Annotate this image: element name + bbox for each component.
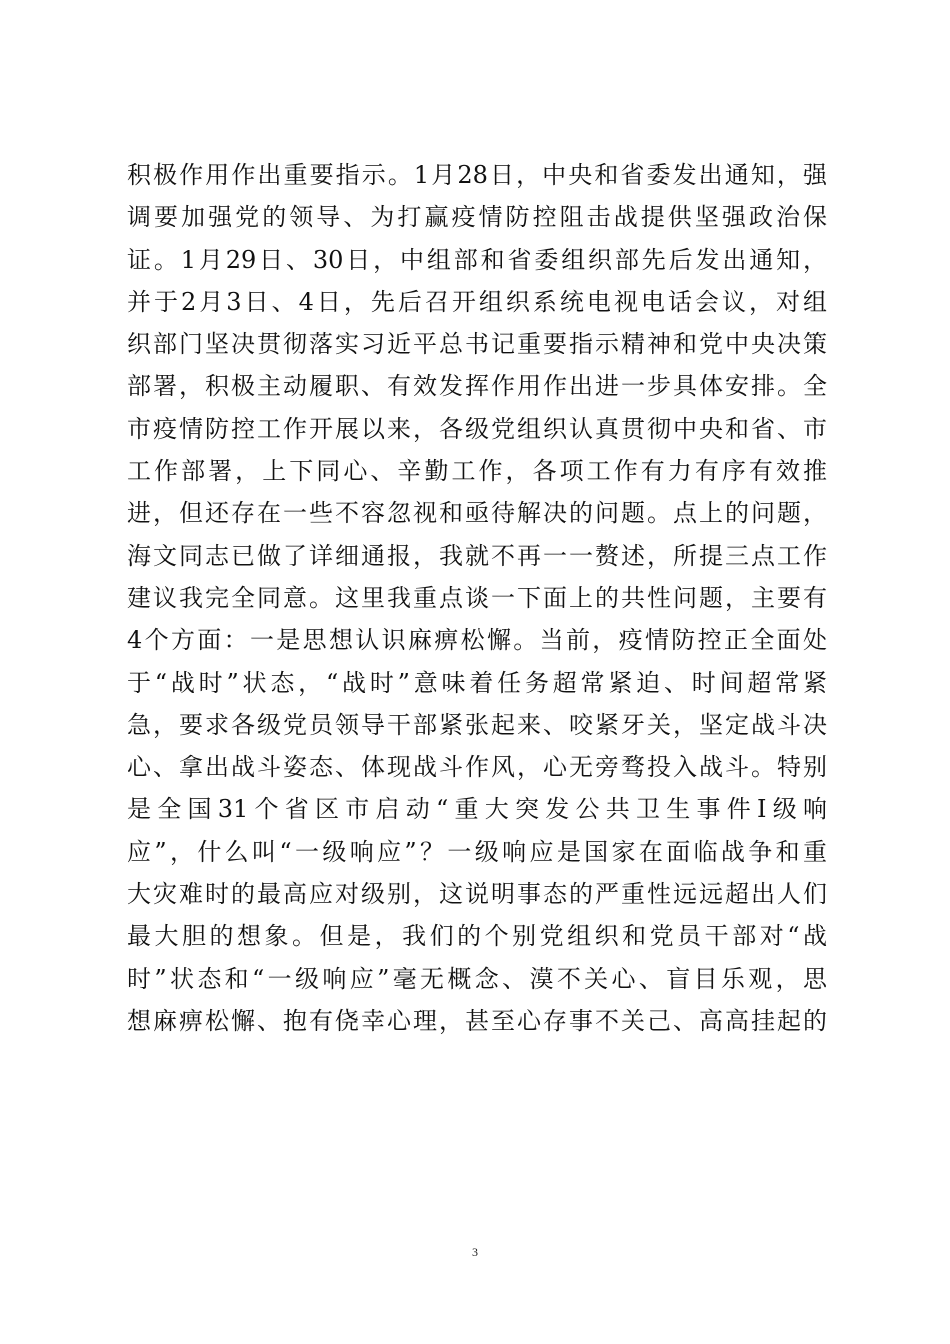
text-line: 4个方面：一是思想认识麻痹松懈。当前，疫情防控正全面处 <box>127 626 827 655</box>
text-line: 调要加强党的领导、为打赢疫情防控阻击战提供坚强政治保 <box>127 203 827 232</box>
text-line: 最大胆的想象。但是，我们的个别党组织和党员干部对“战 <box>127 922 827 951</box>
text-line: 建议我完全同意。这里我重点谈一下面上的共性问题，主要有 <box>127 583 827 612</box>
text-line: 急，要求各级党员领导干部紧张起来、咬紧牙关，坚定战斗决 <box>127 710 827 739</box>
text-line: 织部门坚决贯彻落实习近平总书记重要指示精神和党中央决策 <box>127 330 827 359</box>
text-line: 是全国31个省区市启动“重大突发公共卫生事件Ⅰ级响 <box>127 795 827 824</box>
text-line: 大灾难时的最高应对级别，这说明事态的严重性远远超出人们 <box>127 880 827 909</box>
text-line: 工作部署，上下同心、辛勤工作，各项工作有力有序有效推 <box>127 457 827 486</box>
text-line: 并于2月3日、4日，先后召开组织系统电视电话会议，对组 <box>127 287 827 316</box>
text-line: 进，但还存在一些不容忽视和亟待解决的问题。点上的问题， <box>127 499 827 528</box>
body-paragraph <box>127 154 827 1042</box>
text-line: 心、拿出战斗姿态、体现战斗作风，心无旁骛投入战斗。特别 <box>127 753 827 782</box>
text-line: 时”状态和“一级响应”毫无概念、漠不关心、盲目乐观，思 <box>127 964 827 993</box>
text-line: 应”，什么叫“一级响应”？一级响应是国家在面临战争和重 <box>127 837 827 866</box>
text-line: 于“战时”状态，“战时”意味着任务超常紧迫、时间超常紧 <box>127 668 827 697</box>
text-line: 积极作用作出重要指示。1月28日，中央和省委发出通知，强 <box>127 161 827 189</box>
page-number: 3 <box>472 1245 478 1259</box>
text-line: 想麻痹松懈、抱有侥幸心理，甚至心存事不关己、高高挂起的 <box>127 1006 827 1035</box>
text-line: 部署，积极主动履职、有效发挥作用作出进一步具体安排。全 <box>127 372 827 401</box>
text-line: 证。1月29日、30日，中组部和省委组织部先后发出通知， <box>127 245 827 274</box>
text-line: 海文同志已做了详细通报，我就不再一一赘述，所提三点工作 <box>127 541 827 570</box>
text-line: 市疫情防控工作开展以来，各级党组织认真贯彻中央和省、市 <box>127 414 827 443</box>
